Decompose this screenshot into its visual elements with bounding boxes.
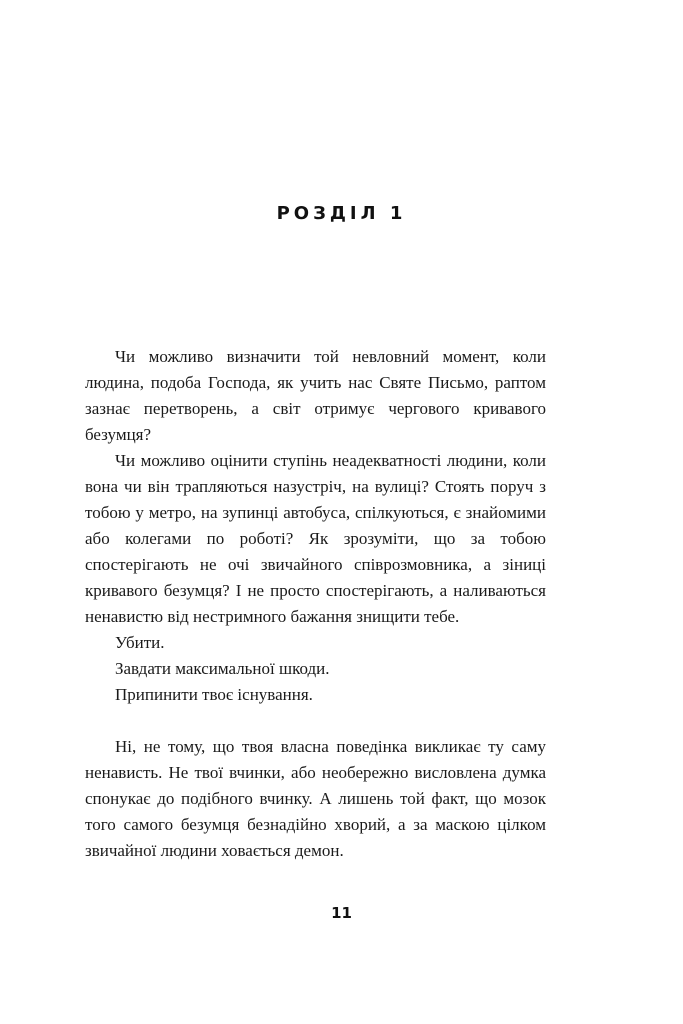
page-number: 11 bbox=[331, 904, 352, 922]
paragraph: Ні, не тому, що твоя власна поведінка викликає ту саму ненависть. Не твої вчинки, або необережно висловлена думка спонукає до подібного вчинку. А лишень той факт, що мозок того самого безумця безнадійно хворий, а за маскою цілком звичайної людини ховається демон. bbox=[85, 737, 546, 860]
paragraph: Чи можливо оцінити ступінь неадекватності людини, коли вона чи він трапляються назустріч, на вулиці? Стоять поруч з тобою у метро, на зупинці автобуса, спілкуються, є знайомими або колегами по роботі? Як зрозуміти, що за тобою спостерігають не очі звичайного співрозмовника, а зіниці кривавого безумця? І не просто спостерігають, а наливаються ненавистю від нестримного бажання знищити тебе. bbox=[85, 451, 546, 626]
paragraph: Чи можливо визначити той невловний момент, коли людина, подоба Господа, як учить нас Святе Письмо, раптом зазнає перетворень, а світ отримує чергового кривавого безумця? bbox=[85, 347, 546, 444]
chapter-title: РОЗДІЛ 1 bbox=[276, 203, 407, 224]
paragraph: Убити. bbox=[115, 633, 165, 652]
paragraph: Припинити твоє існування. bbox=[115, 685, 313, 704]
paragraph: Завдати максимальної шкоди. bbox=[115, 659, 330, 678]
chapter-body bbox=[85, 344, 546, 864]
